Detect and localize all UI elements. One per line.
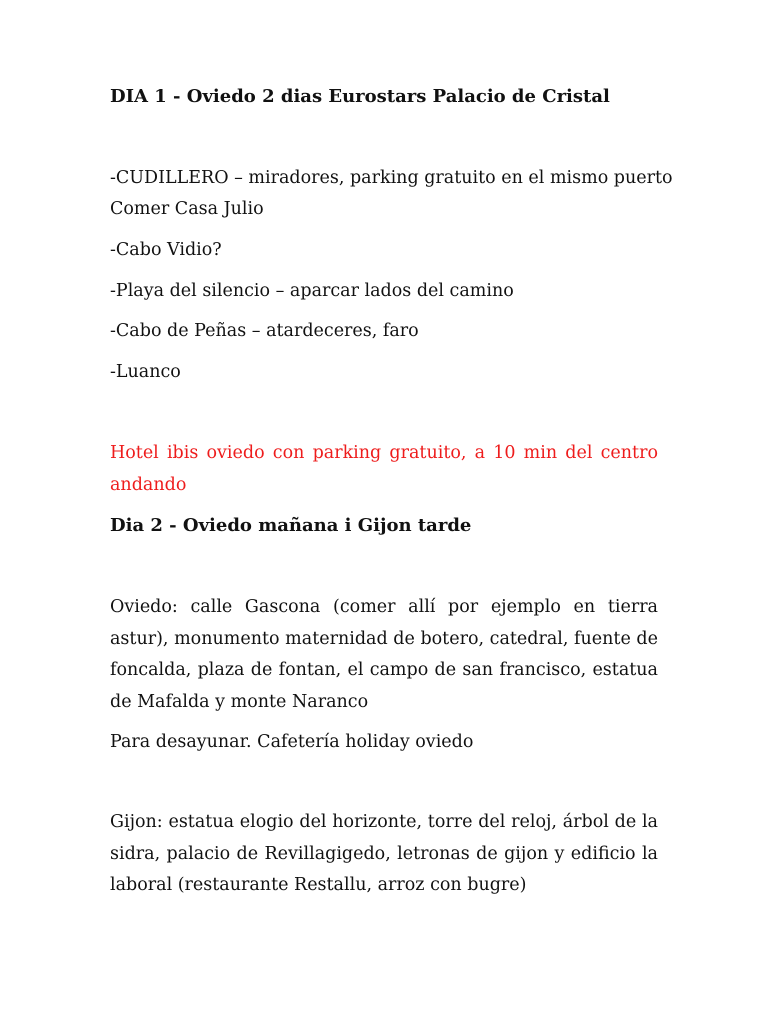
oviedo-paragraph: Oviedo: calle Gascona (comer allí por ejemplo en tierra astur), monumento maternidad de botero, catedral, fuente de foncalda, plaza de fontan, el campo de san francisco, estatua de Mafalda y monte Naranco bbox=[110, 597, 658, 712]
list-item-cabo-vidio: -Cabo Vidio? bbox=[110, 240, 222, 260]
list-item-cabo-penas: -Cabo de Peñas – atardeceres, faro bbox=[110, 321, 419, 341]
list-item-playa-silencio: -Playa del silencio – aparcar lados del camino bbox=[110, 281, 514, 301]
list-item-cudillero: -CUDILLERO – miradores, parking gratuito en el mismo puerto bbox=[110, 168, 673, 188]
day2-heading: Dia 2 - Oviedo mañana i Gijon tarde bbox=[110, 515, 472, 536]
hotel-note: Hotel ibis oviedo con parking gratuito, a 10 min del centro andando bbox=[110, 443, 658, 495]
breakfast-line: Para desayunar. Cafetería holiday oviedo bbox=[110, 732, 474, 752]
gijon-paragraph: Gijon: estatua elogio del horizonte, torre del reloj, árbol de la sidra, palacio de Revillagigedo, letronas de gijon y edificio la laboral (restaurante Restallu, arroz con bugre) bbox=[110, 812, 658, 895]
list-item-comer: Comer Casa Julio bbox=[110, 199, 264, 219]
list-item-luanco: -Luanco bbox=[110, 362, 181, 382]
day1-heading: DIA 1 - Oviedo 2 dias Eurostars Palacio de Cristal bbox=[110, 86, 610, 107]
